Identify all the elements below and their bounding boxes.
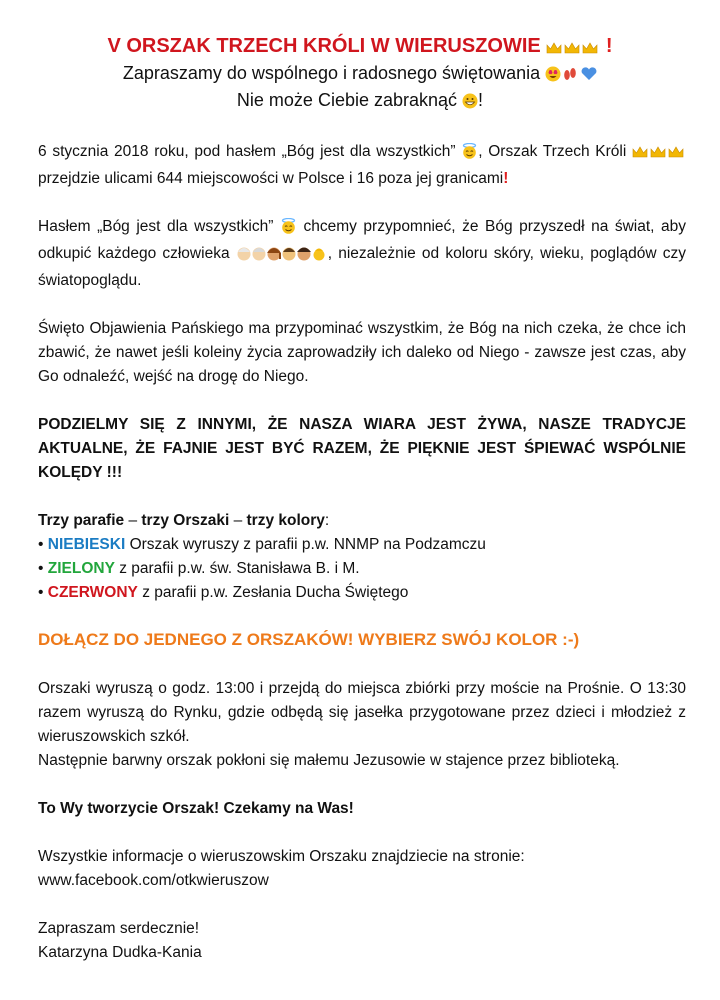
heading-b: trzy Orszaki (141, 512, 230, 529)
body (38, 140, 686, 965)
exclamation-icon: ! (503, 170, 509, 187)
facebook-link[interactable]: www.facebook.com/otkwieruszow (38, 872, 269, 889)
parishes-heading (38, 509, 686, 533)
people-icons-wrap (236, 245, 328, 269)
heading-c: trzy kolory (246, 512, 325, 529)
smiling-face-with-halo-icon (280, 218, 297, 234)
grin-icon-wrap (462, 91, 478, 115)
paragraph-epiphany: Święto Objawienia Pańskiego ma przypominać wszystkim, że Bóg na nich czeka, że chce ich zbawić, że nawet jeśli koleiny życia zaprowadziły ich daleko od Niego - zawsze jest czas, aby Go odnaleźć, wejść na drogę do Niego. (38, 320, 686, 385)
p1-text-b: , Orszak Trzech Króli (478, 143, 627, 160)
signature-greeting: Zapraszam serdecznie! (38, 920, 200, 937)
closing-slogan: To Wy tworzycie Orszak! Czekamy na Was! (38, 800, 354, 817)
bullet: • (38, 560, 44, 577)
subtitle-text-2: Nie może Ciebie zabraknąć (236, 90, 458, 110)
halo-face-icon-wrap-2 (280, 218, 297, 242)
title-text: V ORSZAK TRZECH KRÓLI W WIERUSZOWIE (107, 35, 541, 57)
header (0, 34, 720, 115)
list-item-text: z parafii p.w. Zesłania Ducha Świętego (137, 584, 409, 601)
info-text: Wszystkie informacje o wieruszowskim Orszaku znajdziecie na stronie: (38, 848, 525, 865)
page-title (0, 34, 720, 61)
p2-text-b: chcemy przypomnieć, że Bóg przyszedł na świat, aby odkupić każdego człowieka (38, 218, 686, 262)
list-item (38, 581, 686, 605)
heart-eyes-footprints-heart-icon (545, 66, 597, 82)
p1-text-a: 6 stycznia 2018 roku, pod hasłem „Bóg jest dla wszystkich” (38, 143, 456, 160)
paragraph-intro (38, 140, 686, 191)
list-item (38, 533, 686, 557)
subtitle-line (0, 61, 720, 88)
crowns-icon (632, 145, 686, 159)
bullet: • (38, 536, 44, 553)
list-item-text: z parafii p.w. św. Stanisława B. i M. (114, 560, 360, 577)
paragraph-procession: Następnie barwny orszak pokłoni się małemu Jezusowie w stajence przez biblioteką. (38, 752, 620, 769)
color-blue-label: NIEBIESKI (47, 536, 126, 553)
heading-a: Trzy parafie (38, 512, 125, 529)
call-to-action: DOŁĄCZ DO JEDNEGO Z ORSZAKÓW! WYBIERZ SWÓJ KOLOR :-) (38, 630, 580, 649)
list-item-text: Orszak wyruszy z parafii p.w. NNMP na Podzamczu (125, 536, 486, 553)
subtitle-line-2 (0, 88, 720, 115)
signature-name: Katarzyna Dudka-Kania (38, 944, 202, 961)
color-green-label: ZIELONY (47, 560, 115, 577)
list-item (38, 557, 686, 581)
heading-colon: : (324, 512, 330, 529)
crown-icons (546, 37, 600, 61)
celebration-icons (545, 64, 597, 88)
color-red-label: CZERWONY (47, 584, 138, 601)
p2-text-a: Hasłem „Bóg jest dla wszystkich” (38, 218, 274, 235)
crowns-inline-wrap (632, 143, 686, 167)
subtitle-end: ! (478, 90, 484, 110)
paragraph-share: PODZIELMY SIĘ Z INNYMI, ŻE NASZA WIARA JEST ŻYWA, NASZE TRADYCJE AKTUALNE, ŻE FAJNIE JEST BYĆ RAZEM, ŻE PIĘKNIE JEST ŚPIEWAĆ WSPÓLNIE KOLĘDY !!! (38, 416, 686, 481)
people-faces-icon (236, 245, 328, 261)
halo-face-icon-wrap (461, 143, 478, 167)
p2-text-c: , niezależnie od koloru skóry, wieku, poglądów czy światopoglądu. (38, 245, 686, 289)
bullet: • (38, 584, 44, 601)
grinning-face-icon (462, 93, 478, 109)
paragraph-slogan (38, 215, 686, 293)
exclamation-icon: ! (605, 35, 613, 57)
crowns-icon (546, 41, 600, 55)
p1-text-c: przejdzie ulicami 644 miejscowości w Polsce i 16 poza jej granicami (38, 170, 504, 187)
subtitle-text: Zapraszamy do wspólnego i radosnego świętowania (122, 63, 541, 83)
smiling-face-with-halo-icon (461, 143, 478, 159)
dash-1: – (124, 512, 142, 529)
dash-2: – (229, 512, 247, 529)
paragraph-schedule: Orszaki wyruszą o godz. 13:00 i przejdą do miejsca zbiórki przy moście na Prośnie. O 13:30 razem wyruszą do Rynku, gdzie odbędą się jasełka przygotowane przez dzieci i młodzież z wieruszowskich szkół. (38, 680, 686, 745)
